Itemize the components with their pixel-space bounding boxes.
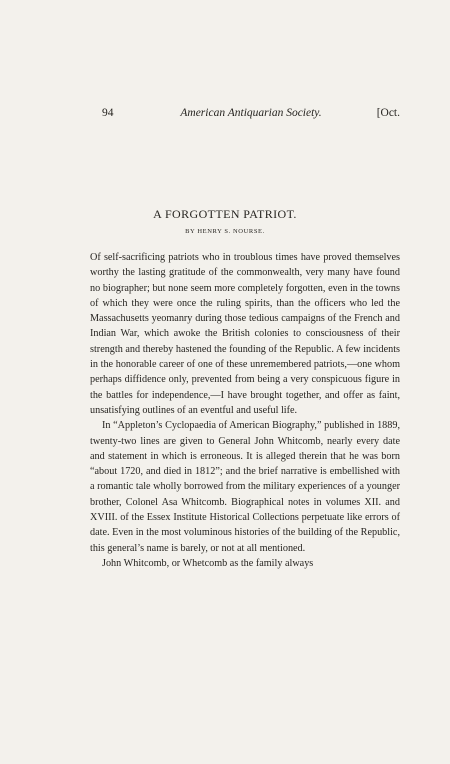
article-body xyxy=(90,250,400,571)
issue-month: [Oct. xyxy=(376,107,400,119)
journal-title: American Antiquarian Society. xyxy=(180,107,322,119)
running-header xyxy=(102,107,400,125)
paragraph: In “Appleton’s Cyclopaedia of American Biography,” published in 1889, twenty-two lines are given to General John Whitcomb, nearly every date and statement in which is erroneous. It is alleged therein that he was born “about 1720, and died in 1812”; and the brief narrative is embellished with a romantic tale wholly borrowed from the military experiences of a younger brother, Colonel Asa Whitcomb. Biographical notes in volumes XII. and XVIII. of the Essex Institute Historical Collections perpetuate like errors of date. Even in the most voluminous histories of the building of the Republic, this general’s name is barely, or not at all mentioned. xyxy=(90,420,400,554)
page-number: 94 xyxy=(102,107,114,119)
paragraph: Of self-sacrificing patriots who in troublous times have proved themselves worthy the lasting gratitude of the commonwealth, very many have found no biographer; but none seem more completely forgotten, even in the towns of which they were once the ruling spirits, than the officers who led the Massachusetts yeomanry during those tedious campaigns of the French and Indian War, which awoke the British colonies to consciousness of their strength and thereby hastened the founding of the Republic. A few incidents in the honorable career of one of these unremembered patriots,—one whom perhaps diffidence only, prevented from being a very conspicuous figure in the battles for independence,—I have brought together, and offer as faint, unsatisfying outlines of an eventful and useful life. xyxy=(90,252,400,416)
article-title: A FORGOTTEN PATRIOT. xyxy=(153,207,297,221)
paragraph: John Whitcomb, or Whetcomb as the family always xyxy=(102,557,314,569)
article-byline: BY HENRY S. NOURSE. xyxy=(185,228,265,235)
